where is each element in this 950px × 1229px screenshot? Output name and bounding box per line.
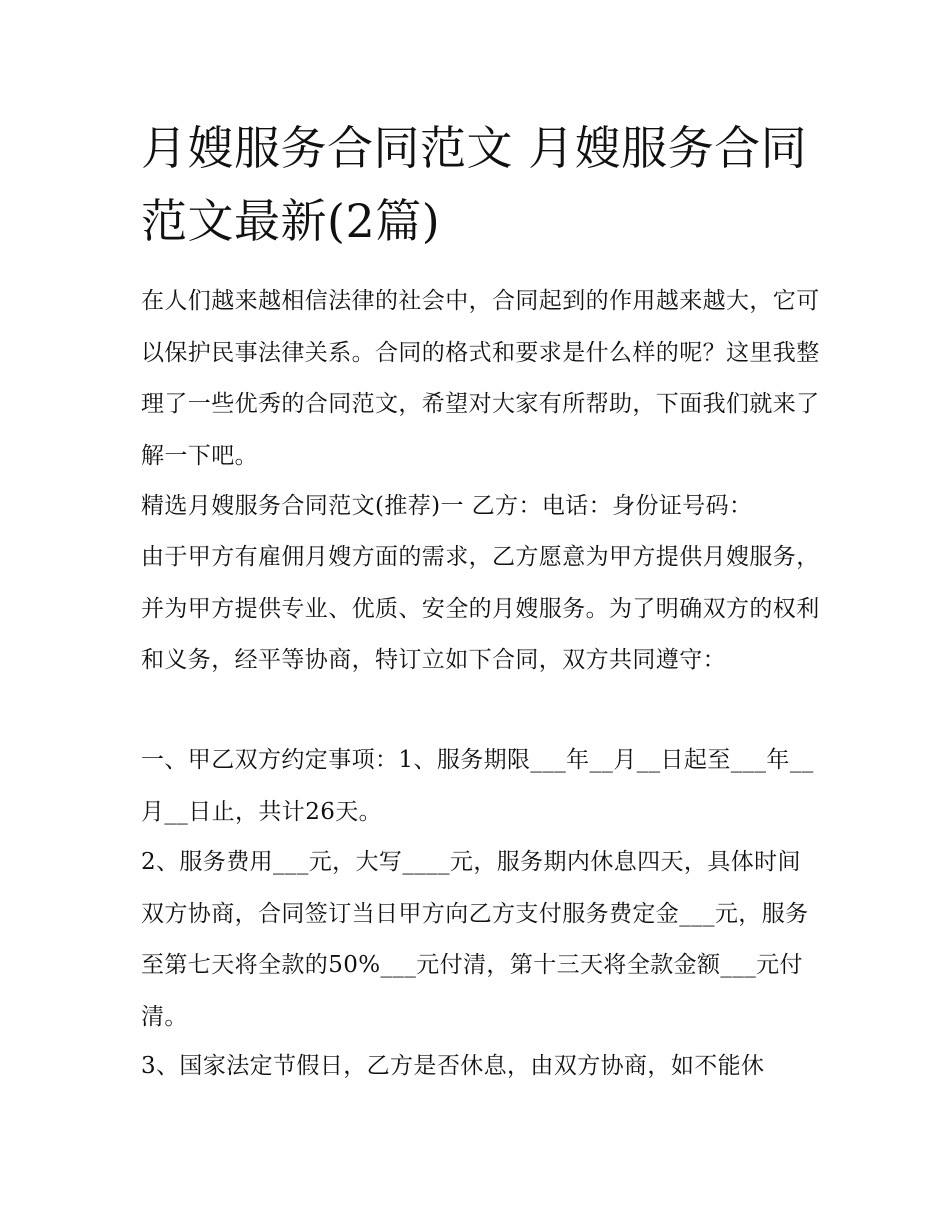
clause-3: 3、国家法定节假日，乙方是否休息，由双方协商，如不能休 xyxy=(141,1053,765,1079)
clause-1: 一、甲乙双方约定事项：1、服务期限___年__月__日起至___年__月__日止，共计26天。 xyxy=(141,747,814,825)
contract-preamble: 由于甲方有雇佣月嫂方面的需求，乙方愿意为甲方提供月嫂服务，并为甲方提供专业、优质、安全的月嫂服务。为了明确双方的权利和义务，经平等协商，特订立如下合同，双方共同遵守： xyxy=(141,544,820,673)
clause-2: 2、服务费用___元，大写____元，服务期内休息四天，具体时间双方协商，合同签订当日甲方向乙方支付服务费定金___元，服务至第七天将全款的50%___元付清，第十三天将全款金额___元付清。 xyxy=(141,849,809,1030)
document-title: 月嫂服务合同范文 月嫂服务合同范文最新(2篇) xyxy=(141,121,808,248)
contract-heading: 精选月嫂服务合同范文(推荐)一 乙方：电话：身份证号码： xyxy=(141,493,753,519)
intro-paragraph: 在人们越来越相信法律的社会中，合同起到的作用越来越大，它可以保护民事法律关系。合同的格式和要求是什么样的呢？这里我整理了一些优秀的合同范文，希望对大家有所帮助，下面我们就来了解一下吧。 xyxy=(141,288,820,469)
